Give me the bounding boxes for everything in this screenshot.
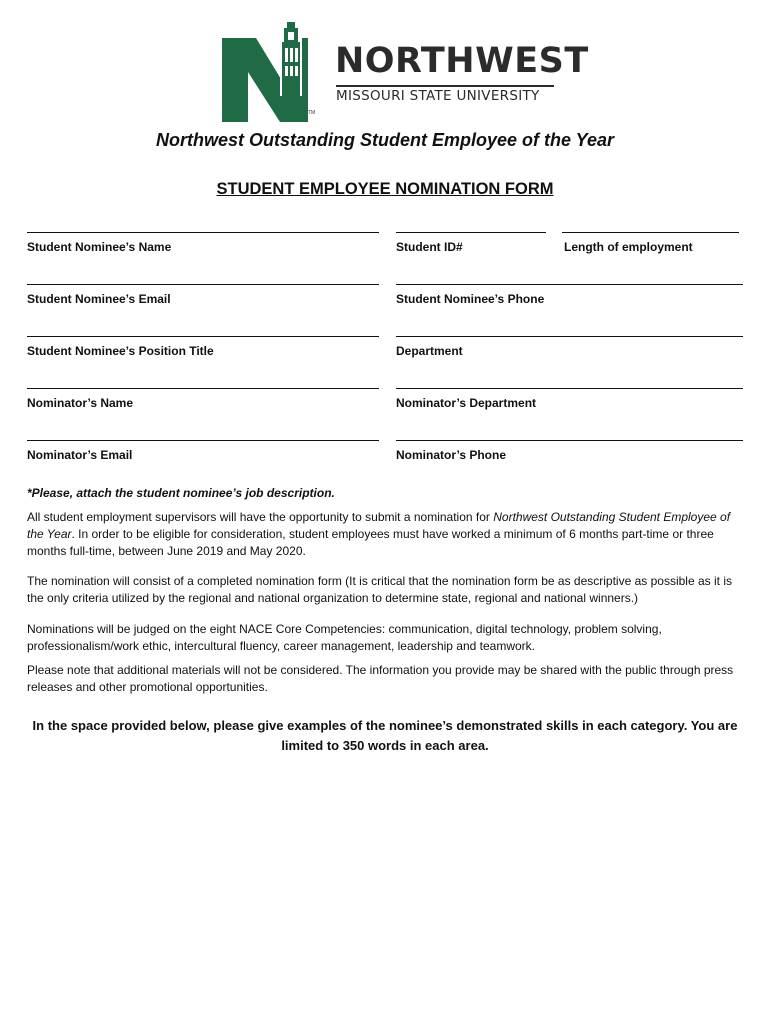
nominator-name-field[interactable] bbox=[27, 388, 379, 410]
length-employment-field[interactable] bbox=[562, 232, 739, 254]
student-id-field[interactable] bbox=[396, 232, 546, 254]
nominee-email-label: Student Nominee’s Email bbox=[27, 292, 171, 306]
nominee-phone-line[interactable] bbox=[396, 284, 743, 285]
department-label: Department bbox=[396, 344, 463, 358]
nominator-name-label: Nominator’s Name bbox=[27, 396, 134, 410]
form-title: STUDENT EMPLOYEE NOMINATION FORM bbox=[216, 180, 554, 198]
nominee-name-field[interactable] bbox=[27, 232, 379, 254]
bearcat-n-icon bbox=[222, 22, 322, 122]
position-title-line[interactable] bbox=[27, 336, 379, 337]
logo-divider bbox=[336, 85, 554, 87]
student-id-label: Student ID# bbox=[396, 240, 463, 254]
student-id-line[interactable] bbox=[396, 232, 546, 233]
length-employment-label: Length of employment bbox=[564, 240, 693, 254]
award-name-italic: Northwest Outstanding Student Employee of the Year bbox=[27, 510, 731, 541]
skills-instruction: In the space provided below, please give examples of the nominee’s demonstrated skills in each category. You are limited to 350 words in each area. bbox=[32, 718, 738, 753]
length-employment-line[interactable] bbox=[562, 232, 739, 233]
nominator-email-label: Nominator’s Email bbox=[27, 448, 133, 462]
nominator-department-label: Nominator’s Department bbox=[396, 396, 537, 410]
logo-subtitle: MISSOURI STATE UNIVERSITY bbox=[336, 88, 540, 104]
nominator-phone-field[interactable] bbox=[396, 440, 743, 462]
nominator-email-line[interactable] bbox=[27, 440, 379, 441]
nominee-name-line[interactable] bbox=[27, 232, 379, 233]
nominator-email-field[interactable] bbox=[27, 440, 379, 462]
job-description-note: *Please, attach the student nominee’s job description. bbox=[27, 486, 335, 500]
nominator-name-line[interactable] bbox=[27, 388, 379, 389]
eligibility-paragraph bbox=[27, 509, 749, 560]
eligibility-text-end: . In order to be eligible for consideration, student employees must have worked a minimum of 6 months part-time or three months full-time, between June 2019 and May 2020. bbox=[27, 527, 714, 558]
nominee-email-line[interactable] bbox=[27, 284, 379, 285]
department-field[interactable] bbox=[396, 336, 743, 358]
nominator-department-field[interactable] bbox=[396, 388, 743, 410]
nominator-phone-label: Nominator’s Phone bbox=[396, 448, 507, 462]
nominee-name-label: Student Nominee’s Name bbox=[27, 240, 172, 254]
position-title-label: Student Nominee’s Position Title bbox=[27, 344, 214, 358]
nomination-form-paragraph: The nomination will consist of a completed nomination form (It is critical that the nomination form be as descriptive as possible as it is the only criteria utilized by the regional and national organization to determine state, regional and national winners.) bbox=[27, 574, 732, 605]
trademark-symbol: TM bbox=[308, 110, 316, 116]
department-line[interactable] bbox=[396, 336, 743, 337]
competencies-paragraph: Nominations will be judged on the eight NACE Core Competencies: communication, digital technology, problem solving, professionalism/work ethic, intercultural fluency, career management, leadership and teamwork. bbox=[27, 622, 662, 653]
northwest-logo bbox=[222, 22, 589, 122]
materials-paragraph: Please note that additional materials will not be considered. The information you provide may be shared with the public through press releases and other promotional opportunities. bbox=[27, 663, 734, 694]
nominator-phone-line[interactable] bbox=[396, 440, 743, 441]
logo-wordmark: NORTHWEST bbox=[335, 41, 589, 81]
nominator-department-line[interactable] bbox=[396, 388, 743, 389]
nominee-phone-field[interactable] bbox=[396, 284, 743, 306]
nominee-phone-label: Student Nominee’s Phone bbox=[396, 292, 545, 306]
nominee-email-field[interactable] bbox=[27, 284, 379, 306]
eligibility-text-start: All student employment supervisors will have the opportunity to submit a nomination for bbox=[27, 510, 494, 524]
award-title: Northwest Outstanding Student Employee of the Year bbox=[155, 130, 615, 150]
position-title-field[interactable] bbox=[27, 336, 379, 358]
